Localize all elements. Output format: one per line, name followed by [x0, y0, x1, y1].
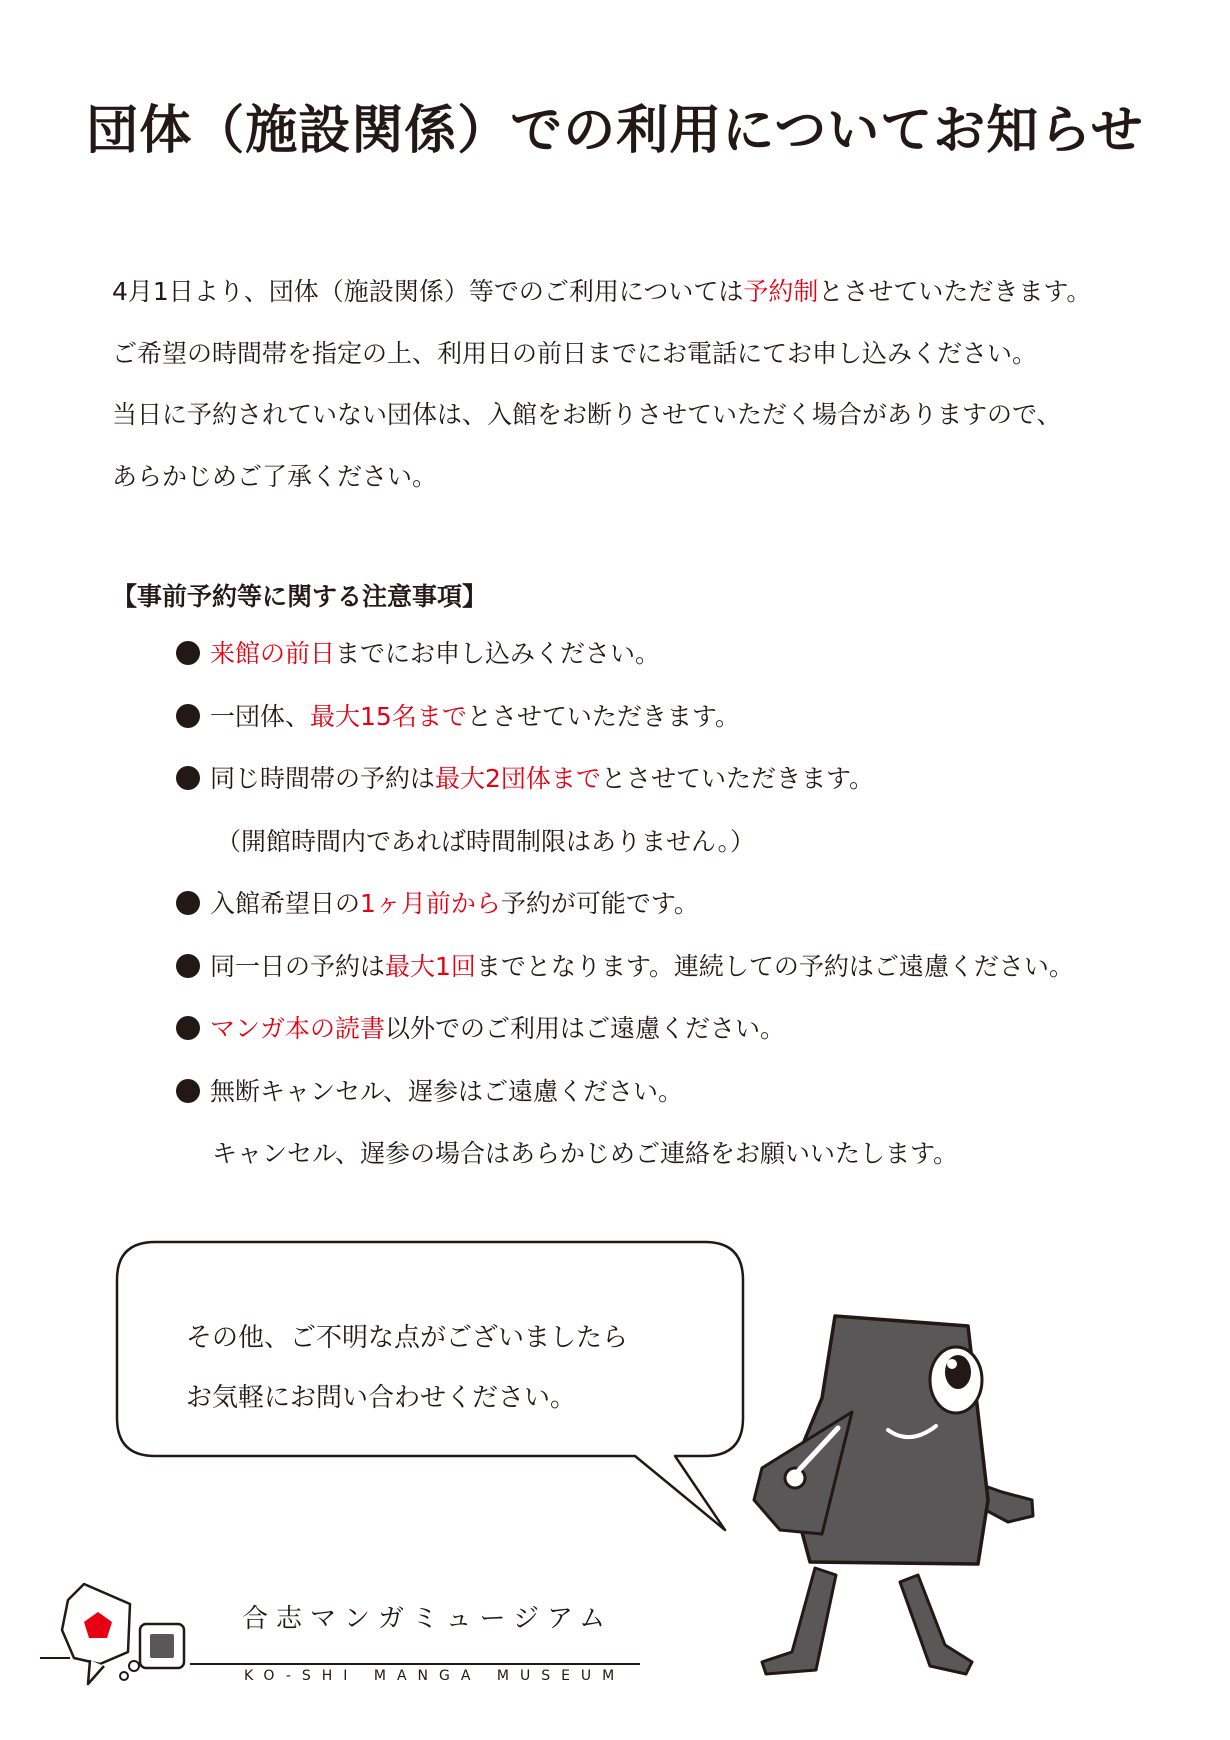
logo-dot	[120, 1672, 128, 1680]
note-2-text: 一団体、	[210, 701, 311, 731]
bullet-icon	[176, 704, 200, 728]
note-item-5	[176, 953, 1176, 1016]
note-4-text: 入館希望日の	[210, 889, 361, 918]
intro-line-1-text: 4月1日より、団体（施設関係）等でのご利用については	[112, 277, 744, 306]
note-item-3	[176, 765, 1176, 828]
note-item-4	[176, 890, 1176, 953]
note-5-text-end: までとなります。連続しての予約はご遠慮ください。	[475, 951, 1074, 981]
note-item-1	[176, 640, 1176, 703]
note-3-text: 同じ時間帯の予約は	[210, 764, 436, 793]
logo-name-english: KO-SHI MANGA MUSEUM	[244, 1668, 626, 1684]
note-5-highlight: 最大1回	[385, 951, 476, 981]
note-2-text-end: とさせていただきます。	[466, 701, 740, 731]
note-4-highlight: 1ヶ月前から	[360, 889, 501, 918]
note-1-text: までにお申し込みください。	[335, 639, 661, 668]
note-item-6	[176, 1015, 1176, 1078]
intro-line-1	[112, 278, 1152, 340]
note-6-highlight: マンガ本の読書	[210, 1014, 386, 1043]
bubble-line-2: お気軽にお問い合わせください。	[186, 1383, 577, 1413]
intro-line-2: ご希望の時間帯を指定の上、利用日の前日までにお電話にてお申し込みください。	[112, 338, 1038, 368]
note-7-text: 無断キャンセル、遅参はご遠慮ください。	[210, 1076, 684, 1106]
page-title: 団体（施設関係）での利用についてお知らせ	[86, 101, 1144, 161]
mascot-eye-highlight	[947, 1359, 957, 1369]
note-6-text: 以外でのご利用はご遠慮ください。	[385, 1014, 786, 1043]
notes-list	[176, 640, 1176, 1203]
mascot-hand-circle	[785, 1468, 805, 1488]
bullet-icon	[176, 891, 200, 915]
note-3-text-end: とさせていただきます。	[600, 764, 874, 793]
note-4-text-end: 予約が可能です。	[500, 889, 699, 918]
mascot-left-leg	[762, 1568, 836, 1674]
bubble-line-1: その他、ご不明な点がございましたら	[186, 1323, 629, 1353]
note-item-7-sub: キャンセル、遅参の場合はあらかじめご連絡をお願いいたします。	[212, 1139, 959, 1168]
intro-line-4: あらかじめご了承ください。	[112, 461, 438, 491]
bullet-icon	[176, 1079, 200, 1103]
note-item-3-sub: （開館時間内であれば時間制限はありません。）	[216, 826, 756, 856]
mascot-illustration	[740, 1300, 1160, 1680]
intro-line-3: 当日に予約されていない団体は、入館をお断りさせていただく場合がありますので、	[112, 400, 1062, 429]
intro-line-1-end: とさせていただきます。	[818, 277, 1092, 306]
note-item-2	[176, 703, 1176, 766]
speech-bubble-text	[186, 1308, 628, 1428]
intro-paragraph	[112, 278, 1152, 524]
note-1-highlight: 来館の前日	[210, 639, 336, 668]
bullet-icon	[176, 641, 200, 665]
logo-name-japanese: 合志マンガミュージアム	[242, 1604, 614, 1634]
logo-gray-square	[150, 1634, 174, 1658]
mascot-right-leg	[900, 1575, 972, 1674]
bullet-icon	[176, 1016, 200, 1040]
note-2-highlight: 最大15名まで	[310, 701, 467, 731]
note-3-highlight: 最大2団体まで	[435, 764, 601, 793]
logo-dot	[129, 1661, 139, 1671]
note-5-text: 同一日の予約は	[210, 951, 386, 981]
bullet-icon	[176, 954, 200, 978]
notes-heading: 【事前予約等に関する注意事項】	[112, 582, 488, 611]
bullet-icon	[176, 766, 200, 790]
note-item-7	[176, 1078, 1176, 1141]
intro-highlight-reservation: 予約制	[743, 277, 819, 306]
